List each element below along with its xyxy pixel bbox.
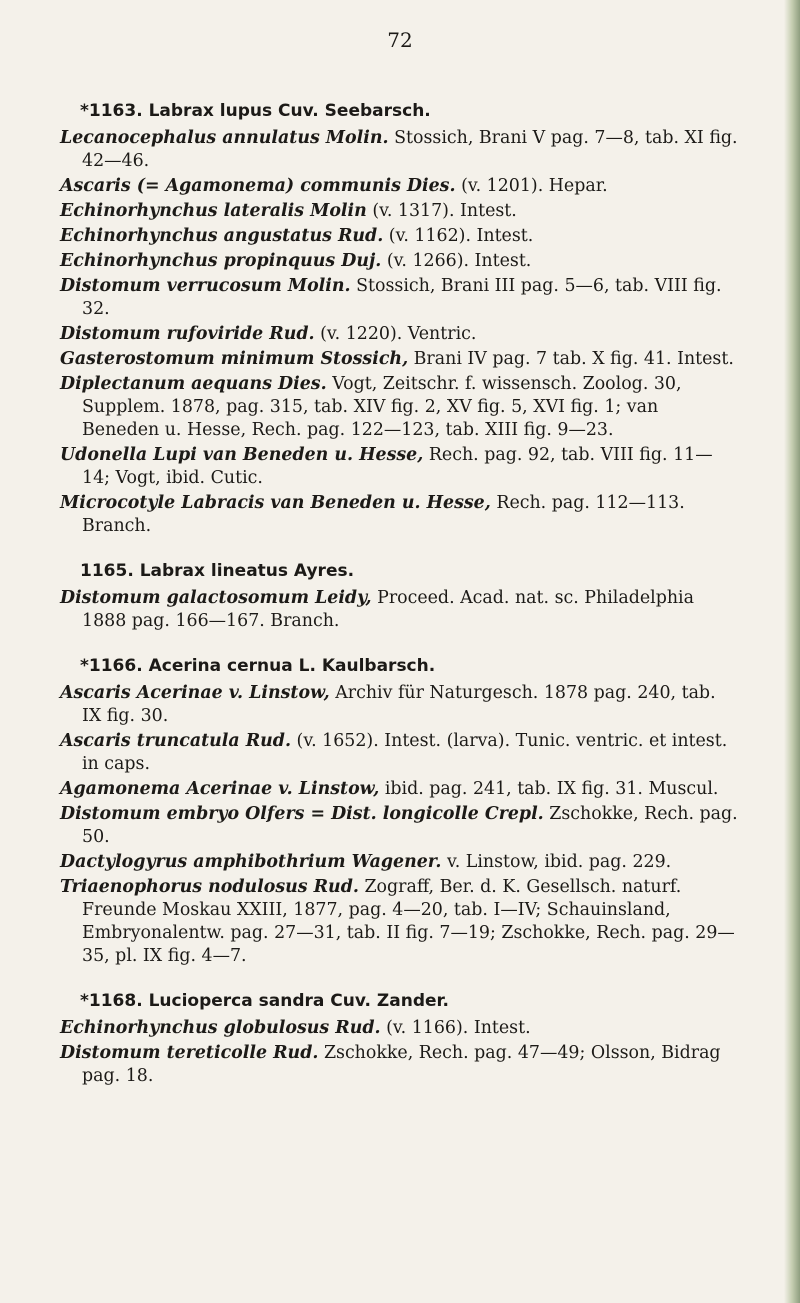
reference: Stossich, Brani V pag. 7—8, tab. XI fig. 42—46. xyxy=(82,128,738,171)
reference: (v. 1201). Hepar. xyxy=(461,176,608,196)
entry xyxy=(60,275,740,321)
entry xyxy=(60,778,740,801)
reference: (v. 1220). Ventric. xyxy=(320,324,477,344)
reference: Zschokke, Rech. pag. 50. xyxy=(82,804,738,847)
reference: v. Linstow, ibid. pag. 229. xyxy=(446,852,672,872)
reference: Stossich, Brani III pag. 5—6, tab. VIII fig. 32. xyxy=(82,276,722,319)
page-number: 72 xyxy=(387,28,413,52)
reference: ibid. pag. 241, tab. IX fig. 31. Muscul. xyxy=(384,779,719,799)
section-acerina-cernua xyxy=(60,655,740,968)
species-name: Diplectanum aequans Dies. xyxy=(60,374,327,394)
species-name: Distomum galactosomum Leidy, xyxy=(60,588,372,608)
section-labrax-lupus xyxy=(60,100,740,538)
species-name: Agamonema Acerinae v. Linstow, xyxy=(60,779,380,799)
entry xyxy=(60,225,740,248)
reference: (v. 1166). Intest. xyxy=(386,1018,531,1038)
reference: (v. 1652). Intest. (larva). Tunic. ventric. et intest. in caps. xyxy=(82,731,728,774)
reference: (v. 1317). Intest. xyxy=(372,201,517,221)
reference: Rech. pag. 112—113. Branch. xyxy=(82,493,685,536)
section-heading: *1166. Acerina cernua L. Kaulbarsch. xyxy=(80,656,436,676)
reference: Archiv für Naturgesch. 1878 pag. 240, tab. IX fig. 30. xyxy=(82,683,716,726)
section-lucioperca-sandra xyxy=(60,990,740,1088)
species-name: Dactylogyrus amphibothrium Wagener. xyxy=(60,852,442,872)
species-name: Triaenophorus nodulosus Rud. xyxy=(60,877,359,897)
entry xyxy=(60,682,740,728)
species-name: Ascaris (= Agamonema) communis Dies. xyxy=(60,176,456,196)
species-name: Udonella Lupi van Beneden u. Hesse, xyxy=(60,445,424,465)
reference: Vogt, Zeitschr. f. wissensch. Zoolog. 30, Supplem. 1878, pag. 315, tab. XIV fig. 2, XV fig. 5, XVI fig. 1; van Beneden u. Hesse, Rech. pag. 122—123, tab. XIII fig. 9—23. xyxy=(82,374,682,440)
species-name: Echinorhynchus lateralis Molin xyxy=(60,201,367,221)
reference: Zograff, Ber. d. K. Gesellsch. naturf. Freunde Moskau XXIII, 1877, pag. 4—20, tab. I—IV; Schauinsland, Embryonalentw. pag. 27—31, tab. II fig. 7—19; Zschokke, Rech. pag. 29—35, pl. IX fig. 4—7. xyxy=(82,877,735,966)
reference: Zschokke, Rech. pag. 47—49; Olsson, Bidrag pag. 18. xyxy=(82,1043,721,1086)
entry xyxy=(60,323,740,346)
species-name: Ascaris Acerinae v. Linstow, xyxy=(60,683,330,703)
species-name: Echinorhynchus angustatus Rud. xyxy=(60,226,384,246)
entry xyxy=(60,200,740,223)
section-heading: *1163. Labrax lupus Cuv. Seebarsch. xyxy=(80,101,431,121)
reference: Rech. pag. 92, tab. VIII fig. 11—14; Vogt, ibid. Cutic. xyxy=(82,445,713,488)
entry xyxy=(60,175,740,198)
species-name: Gasterostomum minimum Stossich, xyxy=(60,349,409,369)
reference: Brani IV pag. 7 tab. X fig. 41. Intest. xyxy=(413,349,734,369)
page-edge-shadow xyxy=(784,0,800,1303)
entry xyxy=(60,348,740,371)
species-name: Distomum rufoviride Rud. xyxy=(60,324,315,344)
section-heading: *1168. Lucioperca sandra Cuv. Zander. xyxy=(80,991,449,1011)
species-name: Echinorhynchus propinquus Duj. xyxy=(60,251,382,271)
entry xyxy=(60,587,740,633)
species-name: Echinorhynchus globulosus Rud. xyxy=(60,1018,381,1038)
species-name: Distomum embryo Olfers = Dist. longicolle Crepl. xyxy=(60,804,544,824)
reference: Proceed. Acad. nat. sc. Philadelphia 1888 pag. 166—167. Branch. xyxy=(82,588,694,631)
section-heading: 1165. Labrax lineatus Ayres. xyxy=(80,561,355,581)
entry xyxy=(60,876,740,968)
entry xyxy=(60,803,740,849)
species-name: Microcotyle Labracis van Beneden u. Hesse, xyxy=(60,493,491,513)
entry xyxy=(60,492,740,538)
entry xyxy=(60,1017,740,1040)
entry xyxy=(60,730,740,776)
entry xyxy=(60,373,740,442)
entry xyxy=(60,851,740,874)
species-name: Distomum tereticolle Rud. xyxy=(60,1043,319,1063)
entry xyxy=(60,127,740,173)
entry xyxy=(60,1042,740,1088)
species-name: Lecanocephalus annulatus Molin. xyxy=(60,128,389,148)
entry xyxy=(60,250,740,273)
reference: (v. 1266). Intest. xyxy=(386,251,532,271)
reference: (v. 1162). Intest. xyxy=(388,226,534,246)
species-name: Ascaris truncatula Rud. xyxy=(60,731,292,751)
entry xyxy=(60,444,740,490)
species-name: Distomum verrucosum Molin. xyxy=(60,276,351,296)
section-labrax-lineatus xyxy=(60,560,740,633)
page-content xyxy=(60,100,740,1110)
